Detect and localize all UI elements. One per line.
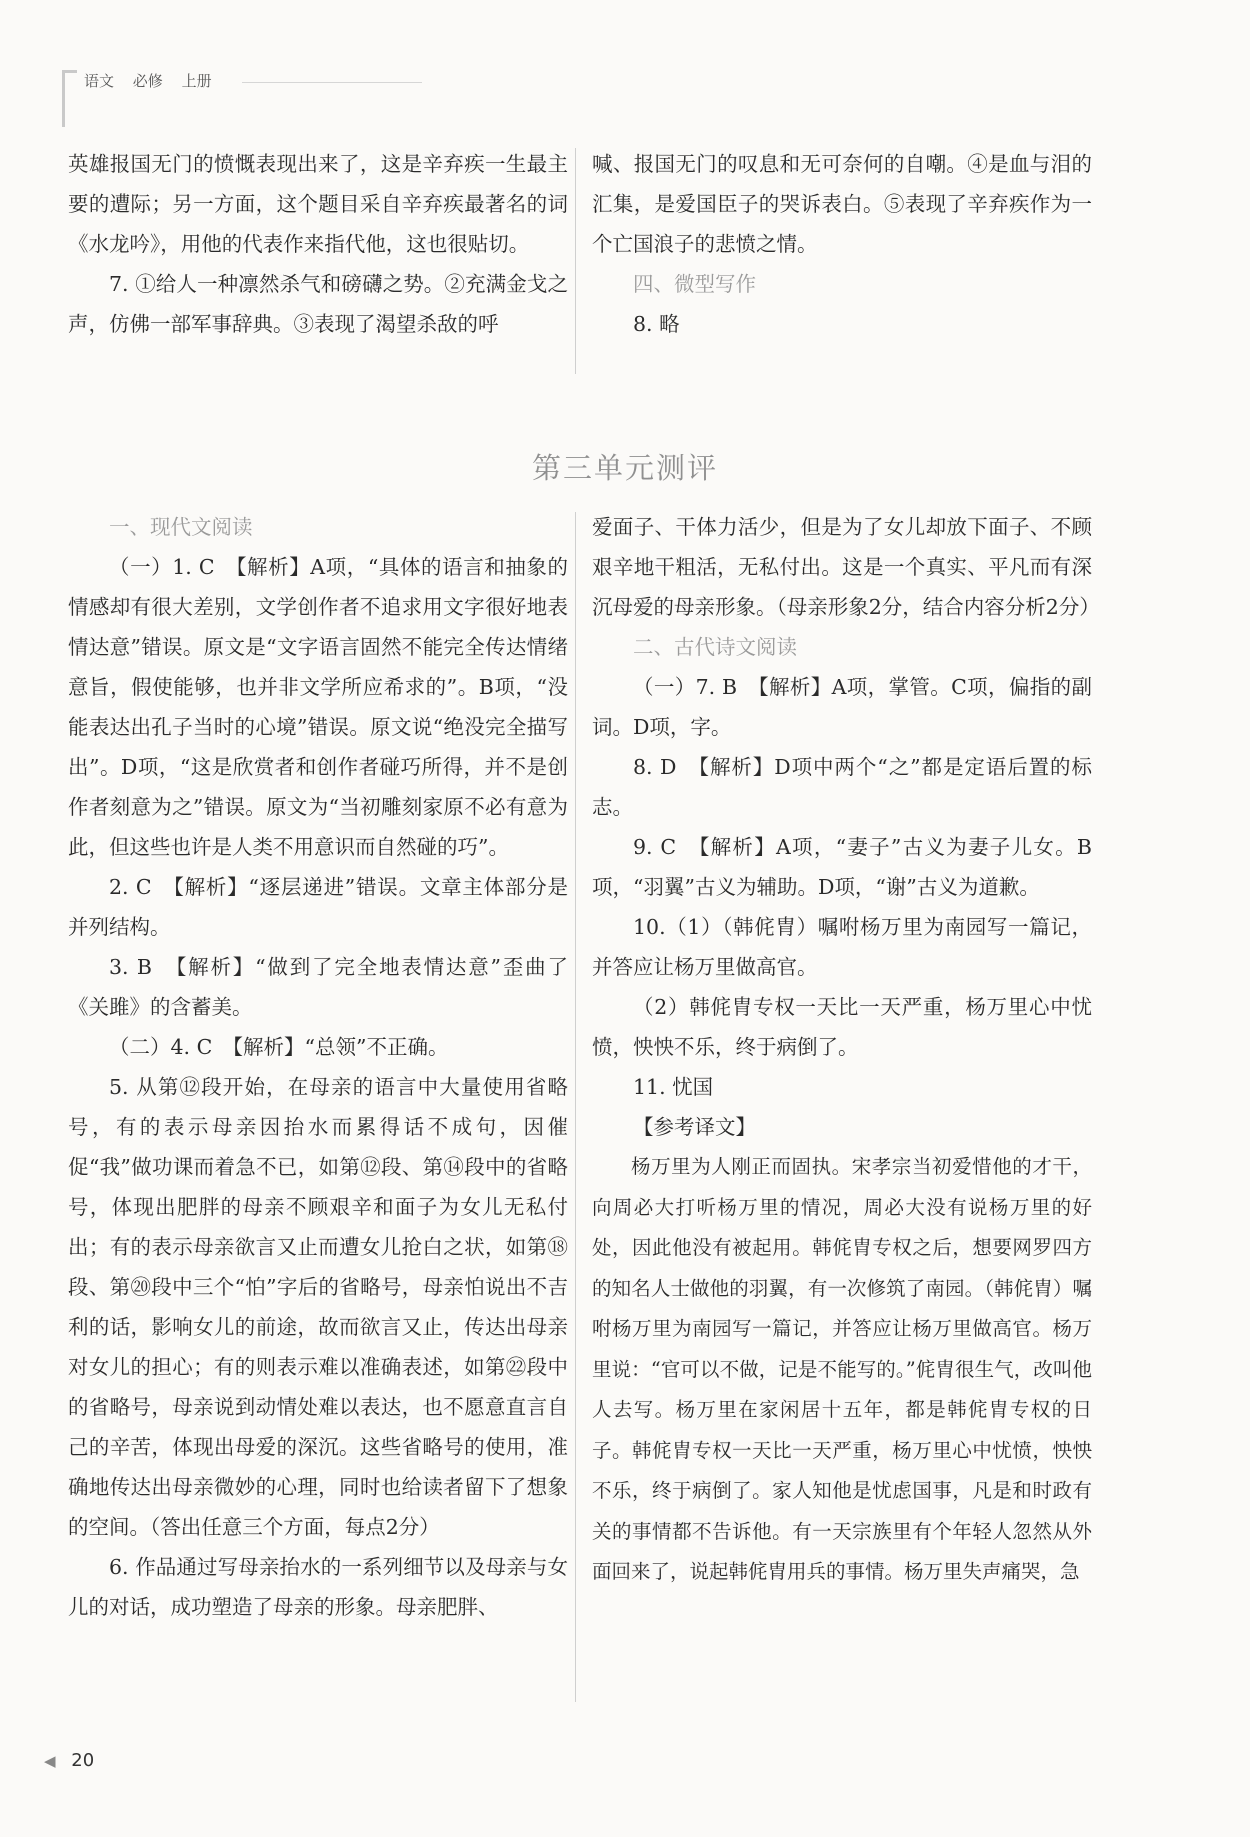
page-footer <box>44 1750 94 1771</box>
main-left-column <box>68 507 568 1627</box>
reference-translation: 杨万里为人刚正而固执。宋孝宗当初爱惜他的才干，向周必大打听杨万里的情况，周必大没有说杨万里的好处，因此他没有被起用。韩侂胄专权之后，想要网罗四方的知名人士做他的羽翼，有一次修筑了南园。（韩侂胄）嘱咐杨万里为南园写一篇记，并答应让杨万里做高官。杨万里说：“官可以不做，记是不能写的。”侂胄很生气，改叫他人去写。杨万里在家闲居十五年，都是韩侂胄专权的日子。韩侂胄专权一天比一天严重，杨万里心中忧愤，怏怏不乐，终于病倒了。家人知他是忧虑国事，凡是和时政有关的事情都不告诉他。有一天宗族里有个年轻人忽然从外面回来了，说起韩侂胄用兵的事情。杨万里失声痛哭，急 <box>592 1155 1092 1583</box>
page-number: 20 <box>71 1750 95 1771</box>
header-subject: 语文 <box>84 72 115 90</box>
answer-paragraph: （2）韩侂胄专权一天比一天严重，杨万里心中忧愤，怏怏不乐，终于病倒了。 <box>592 995 1092 1059</box>
answer-paragraph: 2. C 【解析】“逐层递进”错误。文章主体部分是并列结构。 <box>68 875 568 939</box>
main-right-column <box>592 507 1100 1593</box>
continued-paragraph: 爱面子、干体力活少，但是为了女儿却放下面子、不顾艰辛地干粗活，无私付出。这是一个真实、平凡而有深沉母爱的母亲形象。（母亲形象2分，结合内容分析2分） <box>592 515 1100 619</box>
triangle-left-icon: ◀ <box>44 1752 56 1770</box>
answer-paragraph: 11. 忧国 <box>633 1075 714 1099</box>
section-modern-reading: 一、现代文阅读 <box>109 515 253 539</box>
unit-title: 第三单元测评 <box>531 451 718 485</box>
header-volume: 上册 <box>181 72 212 90</box>
top-left-paragraph-1: 英雄报国无门的愤慨表现出来了，这是辛弃疾一生最主要的遭际；另一方面，这个题目采自辛弃疾最著名的词《水龙吟》，用他的代表作来指代他，这也很贴切。 <box>68 152 568 256</box>
answer-paragraph: 10.（1）（韩侂胄）嘱咐杨万里为南园写一篇记，并答应让杨万里做高官。 <box>592 915 1092 979</box>
answer-paragraph: 3. B 【解析】“做到了完全地表情达意”歪曲了《关雎》的含蓄美。 <box>68 955 568 1019</box>
item-8: 8. 略 <box>633 312 680 336</box>
column-divider-top <box>575 148 576 374</box>
answer-paragraph: （二）4. C 【解析】“总领”不正确。 <box>109 1035 449 1059</box>
top-left-paragraph-2: 7. ①给人一种凛然杀气和磅礴之势。②充满金戈之声，仿佛一部军事辞典。③表现了渴望杀敌的呼 <box>68 272 568 336</box>
section-classical-reading: 二、古代诗文阅读 <box>633 635 797 659</box>
answer-paragraph: 8. D 【解析】D项中两个“之”都是定语后置的标志。 <box>592 755 1092 819</box>
answer-paragraph: （一）1. C 【解析】A项，“具体的语言和抽象的情感却有很大差别，文学创作者不追求用文字很好地表情达意”错误。原文是“文字语言固然不能完全传达情绪意旨，假使能够，也并非文学所应希求的”。B项，“没能表达出孔子当时的心境”错误。原文说“绝没完全描写出”。D项，“这是欣赏者和创作者碰巧所得，并不是创作者刻意为之”错误。原文为“当初雕刻家原不必有意为此，但这些也许是人类不用意识而自然碰的巧”。 <box>68 555 568 859</box>
top-right-column <box>592 144 1092 344</box>
header-labels <box>84 70 226 91</box>
header-rule <box>242 82 422 83</box>
answer-paragraph: 9. C 【解析】A项，“妻子”古义为妻子儿女。B项，“羽翼”古义为辅助。D项，“谢”古义为道歉。 <box>592 835 1092 899</box>
column-divider-main <box>575 512 576 1702</box>
answer-paragraph: 5. 从第⑫段开始，在母亲的语言中大量使用省略号，有的表示母亲因抬水而累得话不成句，因催促“我”做功课而着急不已，如第⑫段、第⑭段中的省略号，体现出肥胖的母亲不顾艰辛和面子为女儿无私付出；有的表示母亲欲言又止而遭女儿抢白之状，如第⑱段、第⑳段中三个“怕”字后的省略号，母亲怕说出不吉利的话，影响女儿的前途，故而欲言又止，传达出母亲对女儿的担心；有的则表示难以准确表述，如第㉒段中的省略号，母亲说到动情处难以表达，也不愿意直言自己的辛苦，体现出母爱的深沉。这些省略号的使用，准确地传达出母亲微妙的心理，同时也给读者留下了想象的空间。（答出任意三个方面，每点2分） <box>68 1075 568 1539</box>
header-bracket <box>62 70 77 127</box>
header-course: 必修 <box>132 72 163 90</box>
page-header <box>62 66 402 126</box>
top-right-paragraph: 喊、报国无门的叹息和无可奈何的自嘲。④是血与泪的汇集，是爱国臣子的哭诉表白。⑤表现了辛弃疾作为一个亡国浪子的悲愤之情。 <box>592 152 1092 256</box>
answer-paragraph: 6. 作品通过写母亲抬水的一系列细节以及母亲与女儿的对话，成功塑造了母亲的形象。母亲肥胖、 <box>68 1555 568 1619</box>
section-micro-writing: 四、微型写作 <box>633 272 756 296</box>
answer-paragraph: （一）7. B 【解析】A项，掌管。C项，偏指的副词。D项，字。 <box>592 675 1092 739</box>
reference-translation-label: 【参考译文】 <box>633 1115 756 1139</box>
top-left-column <box>68 144 568 344</box>
